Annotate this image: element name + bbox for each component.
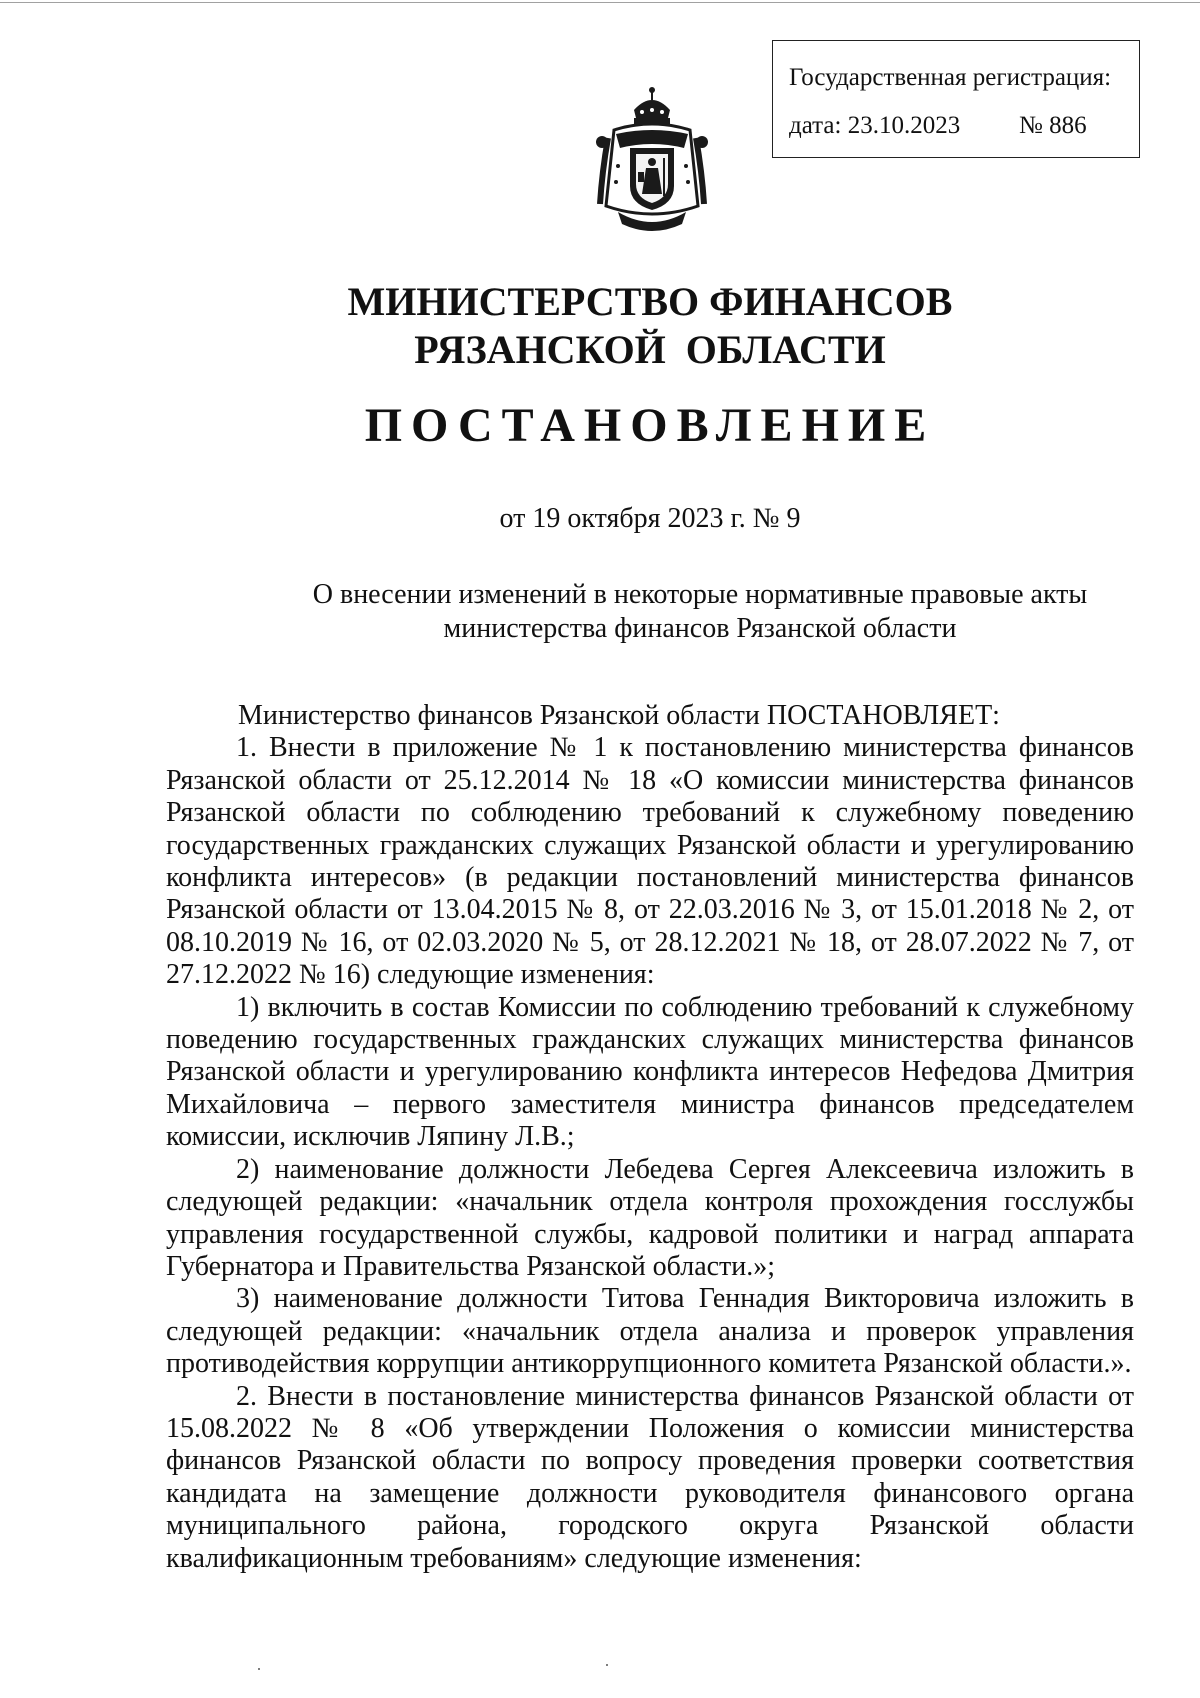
item-1-2: 2) наименование должности Лебедева Сергея Алексеевича изложить в следующей редакции: «начальник отдела контроля прохождения госслужбы управления государственной службы, кадровой политики и наград аппарата Губернатора и Правительства Рязанской области.»; — [166, 1153, 1134, 1282]
item-1-1: 1) включить в состав Комиссии по соблюдению требований к служебному поведению государственных гражданских служащих министерства финансов Рязанской области и урегулированию конфликта интересов Нефедова Дмитрия Михайловича – первого заместителя министра финансов председателем комиссии, исключив Ляпину Л.В.; — [166, 991, 1134, 1153]
decree-title: ПОСТАНОВЛЕНИЕ — [364, 399, 936, 452]
registration-stamp — [772, 40, 1140, 158]
coat-of-arms-icon — [572, 82, 732, 242]
ministry-name-line1: МИНИСТЕРСТВО ФИНАНСОВ — [347, 279, 953, 324]
item-2: 2. Внести в постановление министерства финансов Рязанской области от 15.08.2022 № 8 «Об утверждении Положения о комиссии министерства финансов Рязанской области по вопросу проведения проверки соответствия кандидата на замещение должности руководителя финансового органа муниципального района, городского округа Рязанской области квалификационным требованиям» следующие изменения: — [166, 1380, 1134, 1574]
decree-date: от 19 октября 2023 г. № 9 — [499, 503, 801, 534]
subject-line2: министерства финансов Рязанской области — [443, 613, 957, 644]
scan-edge-line — [0, 2, 1200, 3]
decree-subject — [250, 578, 1150, 646]
decree-body — [166, 700, 1134, 1575]
scan-speck — [606, 1664, 608, 1666]
item-1: 1. Внести в приложение № 1 к постановлению министерства финансов Рязанской области от 25.12.2014 № 18 «О комиссии министерства финансов Рязанской области по соблюдению требований к служебному поведению государственных гражданских служащих Рязанской области и урегулированию конфликта интересов» (в редакции постановлений министерства финансов Рязанской области от 13.04.2015 № 8, от 22.03.2016 № 3, от 15.01.2018 № 2, от 08.10.2019 № 16, от 02.03.2020 № 5, от 28.12.2021 № 18, от 28.07.2022 № 7, от 27.12.2022 № 16) следующие изменения: — [166, 732, 1134, 991]
registration-date: дата: 23.10.2023 — [789, 112, 961, 139]
ministry-name-line2: РЯЗАНСКОЙ ОБЛАСТИ — [414, 327, 886, 372]
scan-speck — [258, 1668, 260, 1670]
preamble: Министерство финансов Рязанской области ПОСТАНОВЛЯЕТ: — [238, 700, 1000, 731]
item-1-3: 3) наименование должности Титова Геннадия Викторовича изложить в следующей редакции: «начальник отдела анализа и проверок управления противодействия коррупции антикоррупционного комитета Рязанской области.». — [166, 1283, 1134, 1380]
subject-line1: О внесении изменений в некоторые нормативные правовые акты — [312, 579, 1088, 610]
registration-title: Государственная регистрация: — [789, 64, 1112, 91]
ministry-name — [0, 278, 1200, 374]
registration-number: № 886 — [1019, 112, 1087, 139]
